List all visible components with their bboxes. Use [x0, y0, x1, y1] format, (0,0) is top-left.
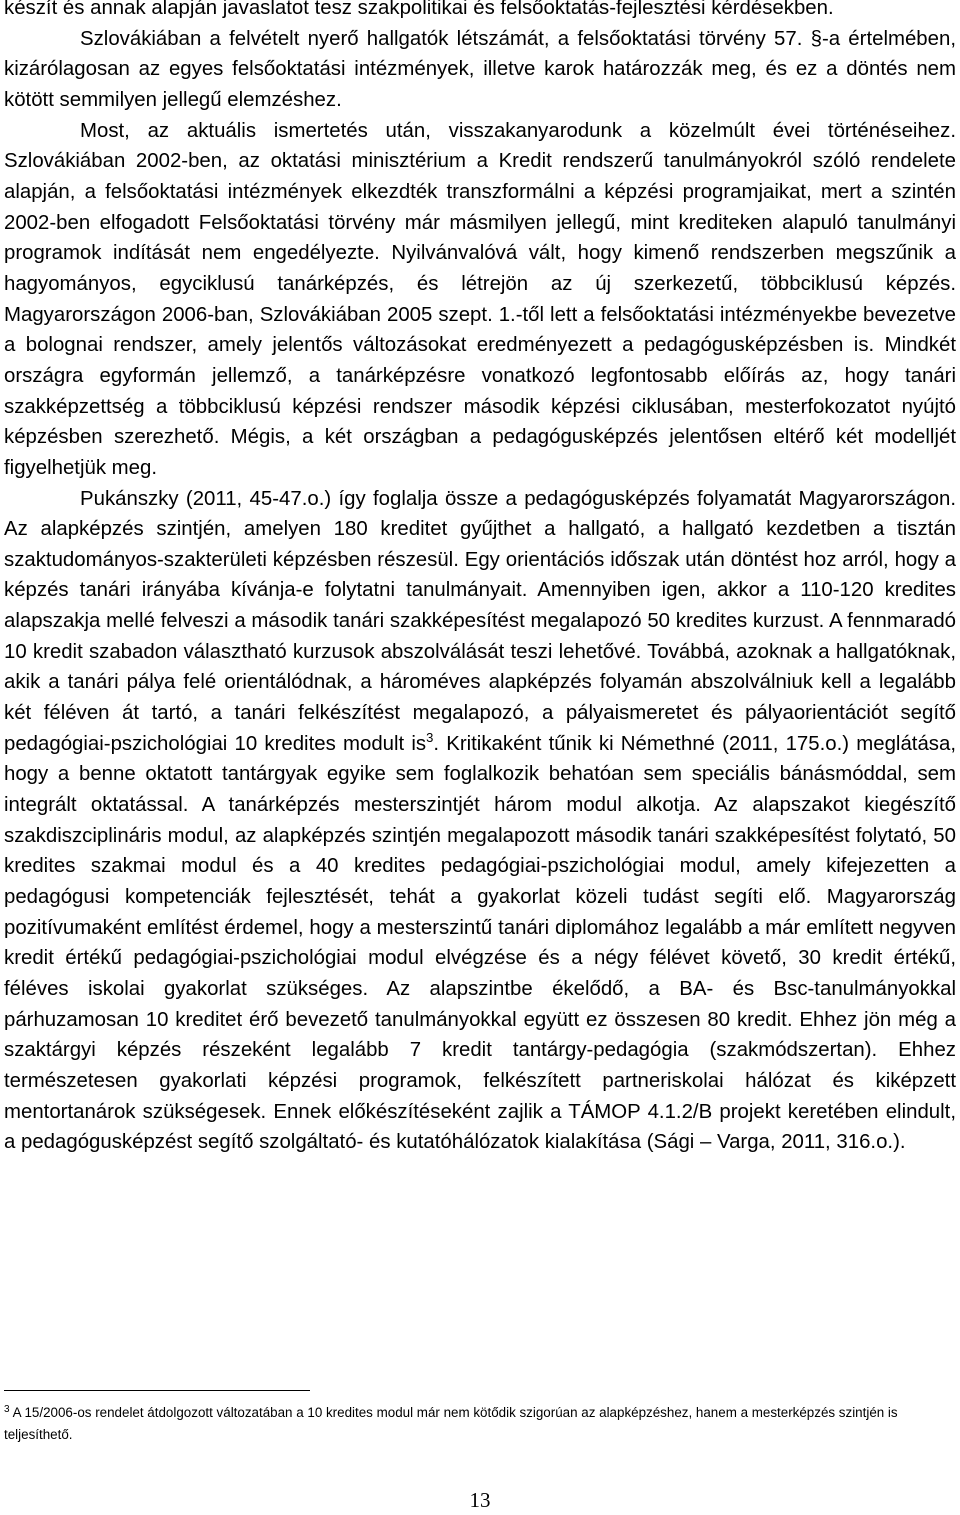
paragraph-history: Most, az aktuális ismertetés után, visszakanyarodunk a közelmúlt évei történéseihez. Szlovákiában 2002-ben, az oktatási minisztérium a Kredit rendszerű tanulmányokról szóló rendelete alapján, a felsőoktatási intézmények elkezdték transzformálni a képzési programjaikat, mert a szintén 2002-ben elfogadott Felsőoktatási törvény már másmilyen jellegű, mint krediteken alapuló tanulmányi programok indítását nem engedélyezte. Nyilvánvalóvá vált, hogy kimenő rendszerben megszűnik a hagyományos, egyciklusú tanárképzés, és létrejön az új szerkezetű, többciklusú képzés. Magyarországon 2006-ban, Szlovákiában 2005 szept. 1.-től lett a felsőoktatási intézményekbe bevezetve a bolognai rendszer, amely jelentős változásokat eredményezett a pedagógusképzésben is. Mindkét országra egyformán jellemző, a tanárképzésre vonatkozó legfontosabb előírás az, hogy tanári szakképzettség a többciklusú képzési rendszer második képzési ciklusában, mesterfokozatot nyújtó képzésben szerezhető. Mégis, a két országban a pedagógusképzés jelentősen eltérő két modelljét figyelhetjük meg. — [4, 119, 956, 479]
paragraph-pukanszky — [4, 484, 956, 1158]
footnote-reference: 3 — [426, 729, 434, 745]
body-text — [4, 0, 956, 1158]
paragraph-continuation: készít és annak alapján javaslatot tesz szakpolitikai és felsőoktatás-fejlesztési kérdésekben. — [4, 0, 834, 19]
footnote-marker: 3 — [4, 1404, 10, 1415]
paragraph-pukanszky-text-after: . Kritikaként tűnik ki Némethné (2011, 175.o.) meglátása, hogy a benne oktatott tantárgyak egyike sem foglalkozik behatóan sem speciális bánásmóddal, sem integrált oktatással. A tanárképzés mesterszintjét három modul alkotja. Az alapszakot kiegészítő szakdiszciplináris modul, az alapképzés szintjén megalapozott második tanári szakképesítést folytató, 50 kredites szakmai modul és a 40 kredites pedagógiai-pszichológiai modul, amely kifejezetten a pedagógusi kompetenciák fejlesztését, tehát a gyakorlat közeli tudást segíti elő. Magyarország pozitívumaként említést érdemel, hogy a mesterszintű tanári diplomához legalább a már említett negyven kredit értékű pedagógiai-pszichológiai modul elvégzése és a négy félévet követő, 30 kredit értékű, féléves iskolai gyakorlat szükséges. Az alapszintbe ékelődő, a BA- és Bsc-tanulmányokkal párhuzamosan 10 kreditet érő bevezető tanulmányokkal együtt ez összesen 80 kredit. Ehhez jön még a szaktárgyi képzés részeként legalább 7 kredit tantárgy-pedagógia (szakmódszertan). Ehhez természetesen gyakorlati képzési programok, felkészített partneriskolai hálózat és kiképzett mentortanárok szükségesek. Ennek előkészítéseként zajlik a TÁMOP 4.1.2/B projekt keretében elindult, a pedagógusképzést segítő szolgáltató- és kutatóhálózatok kialakítása (Sági – Varga, 2011, 316.o.). — [4, 732, 956, 1154]
document-page — [4, 0, 956, 1158]
footnote — [4, 1402, 944, 1446]
paragraph-pukanszky-text-before: Pukánszky (2011, 45-47.o.) így foglalja össze a pedagógusképzés folyamatát Magyarországon. Az alapképzés szintjén, amelyen 180 kreditet gyűjthet a hallgató, a hallgató kezdetben a tisztán szaktudományos-szakterületi képzésben részesül. Egy orientációs időszak után döntést hoz arról, hogy a képzés tanári irányába kívánja-e folytatni tanulmányait. Amennyiben igen, akkor a 110-120 kredites alapszakja mellé felveszi a második tanári szakképesítést megalapozó 50 kredites kurzust. A fennmaradó 10 kredit szabadon választható kurzusok abszolválását teszi lehetővé. Továbbá, azoknak a hallgatóknak, akik a tanári pálya felé orientálódnak, a hároméves alapképzés folyamán abszolválniuk kell a legalább két féléven át tartó, a tanári felkészítést megalapozó, a pályaismeretet és pályaorientációt segítő pedagógiai-pszichológiai 10 kredites modult is — [4, 487, 956, 755]
page-number: 13 — [469, 1488, 491, 1512]
footnote-text: A 15/2006-os rendelet átdolgozott változatában a 10 kredites modul már nem kötődik szigorúan az alapképzéshez, hanem a mesterképzés szintjén is teljesíthető. — [4, 1405, 898, 1442]
paragraph-slovakia-admission: Szlovákiában a felvételt nyerő hallgatók létszámát, a felsőoktatási törvény 57. §-a értelmében, kizárólagosan az egyes felsőoktatási intézmények, illetve karok határozzák meg, és ez a döntés nem kötött semmilyen jellegű elemzéshez. — [4, 27, 956, 111]
footnote-separator — [4, 1390, 310, 1391]
